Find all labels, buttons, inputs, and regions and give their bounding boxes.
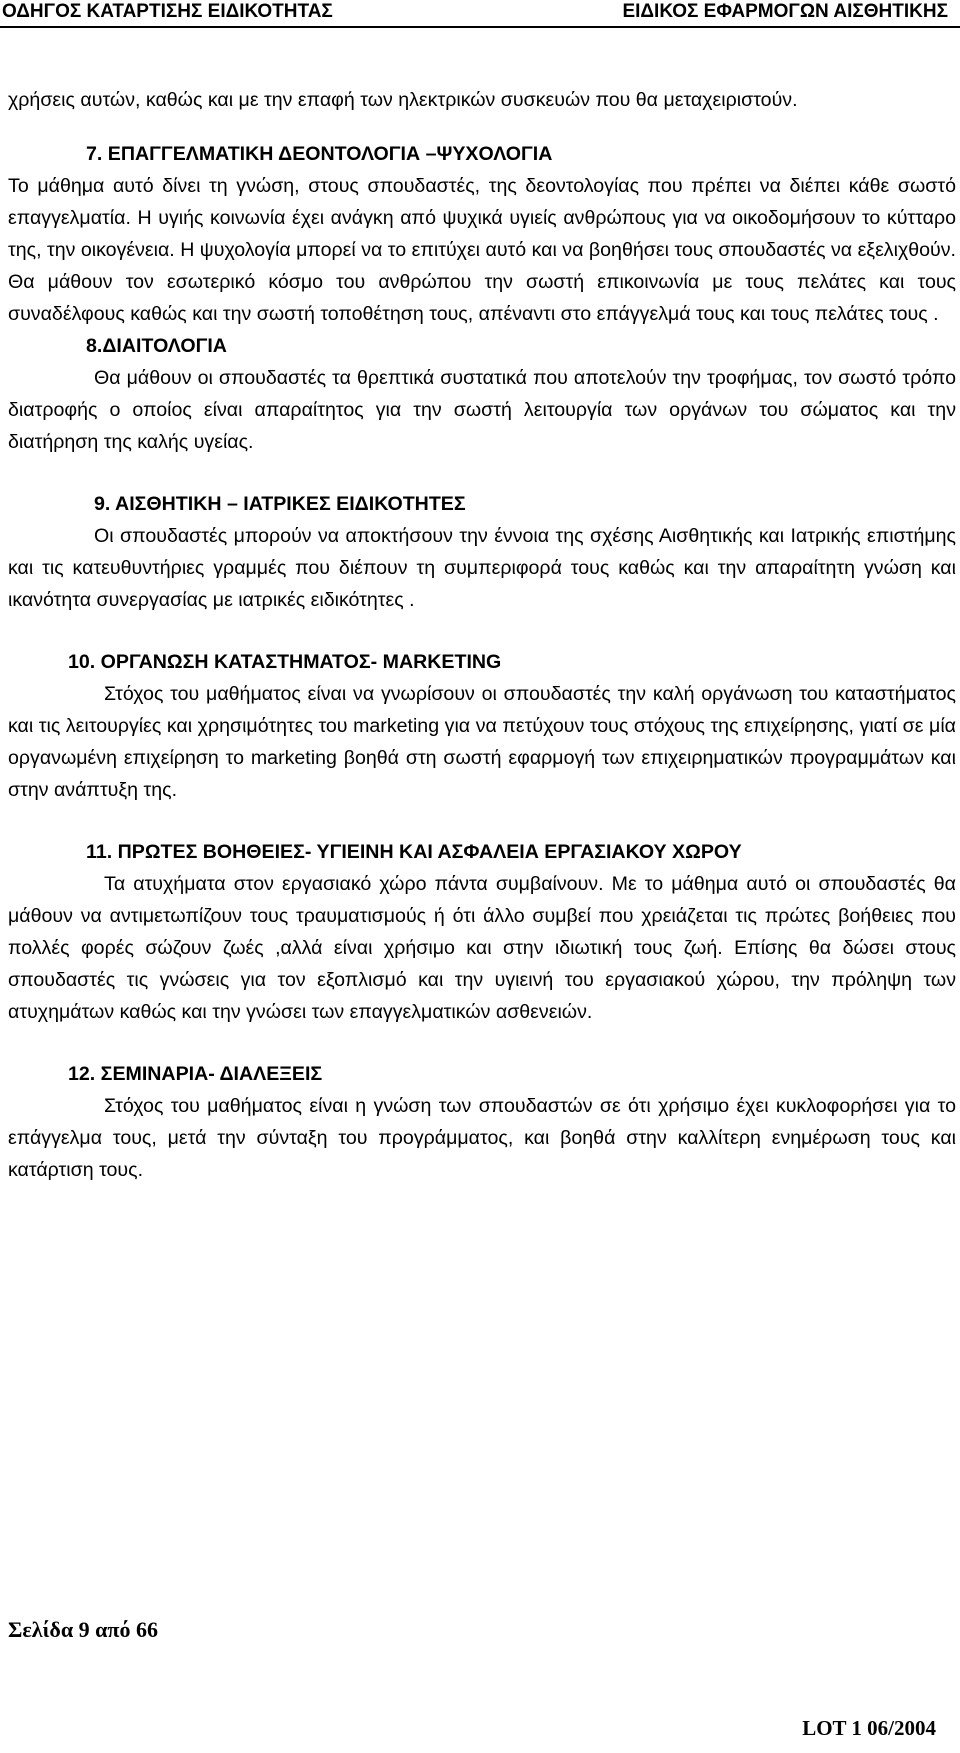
header-right-title: ΕΙΔΙΚΟΣ ΕΦΑΡΜΟΓΩΝ ΑΙΣΘΗΤΙΚΗΣ <box>622 1 948 22</box>
section-7-body: Το μάθημα αυτό δίνει τη γνώση, στους σπουδαστές, της δεοντολογίας που πρέπει να διέπει κάθε σωστό επαγγελματία. Η υγιής κοινωνία έχει ανάγκη από ψυχικά υγιείς ανθρώπους για να οικοδομήσουν το κύτταρο της, την οικογένεια. Η ψυχολογία μπορεί να το επιτύχει αυτό και να βοηθήσει τους σπουδαστές να εξελιχθούν. Θα μάθουν τον εσωτερικό κόσμο του ανθρώπου την σωστή επικοινωνία με τους πελάτες και τους συναδέλφους καθώς και την σωστή τοποθέτηση τους, απέναντι στο επάγγελμά τους και τους πελάτες τους . <box>8 175 956 325</box>
header-left-title: ΟΔΗΓΟΣ ΚΑΤΑΡΤΙΣΗΣ ΕΙΔΙΚΟΤΗΤΑΣ <box>2 1 333 22</box>
section-8-body: Θα μάθουν οι σπουδαστές τα θρεπτικά συστατικά που αποτελούν την τροφήμας, τον σωστό τρόπο διατροφής ο οποίος είναι απαραίτητος για την σωστή λειτουργία των οργάνων του σώματος και την διατήρηση της καλής υγείας. <box>8 367 956 453</box>
document-code: LOT 1 06/2004 <box>802 1716 936 1740</box>
section-12-body: Στόχος του μαθήματος είναι η γνώση των σπουδαστών σε ότι χρήσιμο έχει κυκλοφορήσει για το επάγγελμα τους, μετά την σύνταξη του προγράμματος, και βοηθά στην καλλίτερη ενημέρωση τους και κατάρτιση τους. <box>8 1095 956 1181</box>
section-11-body: Τα ατυχήματα στον εργασιακό χώρο πάντα συμβαίνουν. Με το μάθημα αυτό οι σπουδαστές θα μάθουν να αντιμετωπίζουν τους τραυματισμούς ή ότι άλλο συμβεί που χρειάζεται τις πρώτες βοήθειες που πολλές φορές σώζουν ζωές ,αλλά είναι χρήσιμο και στην ιδιωτική τους ζωή. Επίσης θα δώσει στους σπουδαστές τις γνώσεις για τον εξοπλισμό και την υγιεινή του εργασιακού χώρου, την πρόληψη των ατυχημάτων καθώς και την γνώσει των επαγγελματικών ασθενειών. <box>8 873 956 1023</box>
section-8-heading: 8.ΔΙΑΙΤΟΛΟΓΙΑ <box>86 335 227 357</box>
page-header <box>0 0 960 28</box>
intro-paragraph: χρήσεις αυτών, καθώς και με την επαφή των ηλεκτρικών συσκευών που θα μεταχειριστούν. <box>8 89 798 111</box>
document-body <box>8 84 956 1186</box>
section-9-body: Οι σπουδαστές μπορούν να αποκτήσουν την έννοια της σχέσης Αισθητικής και Ιατρικής επιστήμης και τις κατευθυντήριες γραμμές που διέπουν τη συμπεριφορά τους καθώς και την απαραίτητη γνώση και ικανότητα συνεργασίας με ιατρικές ειδικότητες . <box>8 525 956 611</box>
section-10-body: Στόχος του μαθήματος είναι να γνωρίσουν οι σπουδαστές την καλή οργάνωση του καταστήματος και τις λειτουργίες και χρησιμότητες του marketing για να πετύχουν τους στόχους της επιχείρησης, γιατί σε μία οργανωμένη επιχείρηση το marketing βοηθά στη σωστή εφαρμογή των επιχειρηματικών προγραμμάτων και στην ανάπτυξη της. <box>8 683 956 801</box>
section-12-heading: 12. ΣΕΜΙΝΑΡΙΑ- ΔΙΑΛΕΞΕΙΣ <box>68 1063 323 1085</box>
section-10-heading: 10. ΟΡΓΑΝΩΣΗ ΚΑΤΑΣΤΗΜΑΤΟΣ- MARKETING <box>68 651 502 673</box>
section-7-heading: 7. ΕΠΑΓΓΕΛΜΑΤΙΚΗ ΔΕΟΝΤΟΛΟΓΙΑ –ΨΥΧΟΛΟΓΙΑ <box>86 143 553 165</box>
section-9-heading: 9. ΑΙΣΘΗΤΙΚΗ – ΙΑΤΡΙΚΕΣ ΕΙΔΙΚΟΤΗΤΕΣ <box>94 493 466 515</box>
page-number: Σελίδα 9 από 66 <box>8 1617 158 1642</box>
section-11-heading: 11. ΠΡΩΤΕΣ ΒΟΗΘΕΙΕΣ- ΥΓΙΕΙΝΗ ΚΑΙ ΑΣΦΑΛΕΙΑ ΕΡΓΑΣΙΑΚΟΥ ΧΩΡΟΥ <box>86 841 742 863</box>
